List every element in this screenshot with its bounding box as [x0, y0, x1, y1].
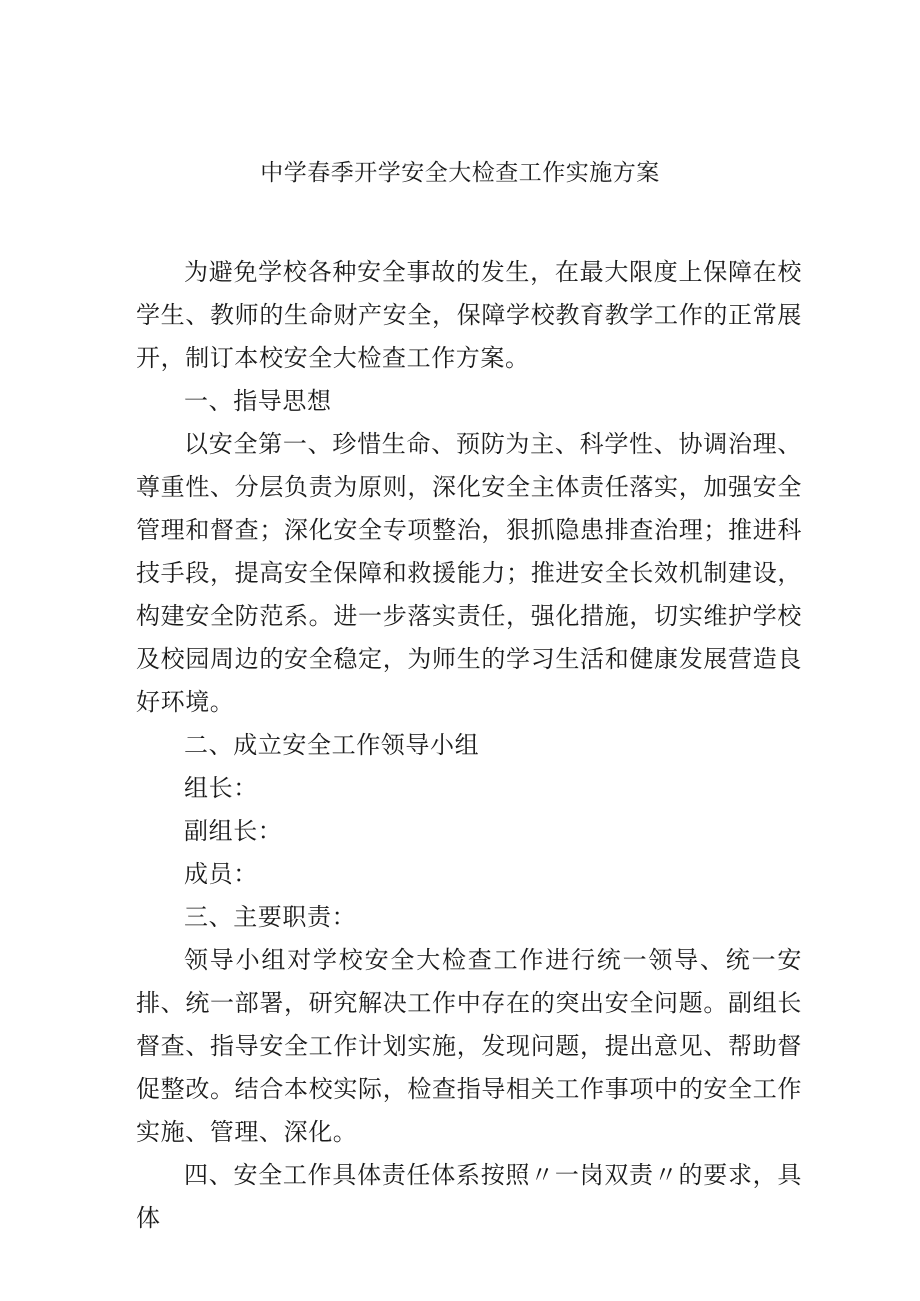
intro-paragraph: 为避免学校各种安全事故的发生，在最大限度上保障在校学生、教师的生命财产安全，保障学校教育教学工作的正常展开，制订本校安全大检查工作方案。	[136, 258, 802, 372]
deputy-leader-field: 副组长：	[184, 817, 283, 845]
section-2-heading: 二、成立安全工作领导小组	[184, 731, 480, 759]
section-1-heading: 一、指导思想	[184, 387, 332, 415]
document-body	[136, 251, 802, 1240]
members-field: 成员：	[184, 860, 258, 888]
section-1-paragraph: 以安全第一、珍惜生命、预防为主、科学性、协调治理、尊重性、分层负责为原则，深化安全主体责任落实，加强安全管理和督查；深化安全专项整治，狠抓隐患排查治理；推进科技手段，提高安全保障和救援能力；推进安全长效机制建设，构建安全防范系。进一步落实责任，强化措施，切实维护学校及校园周边的安全稳定，为师生的学习生活和健康发展营造良好环境。	[136, 430, 802, 716]
leader-field: 组长：	[184, 774, 258, 802]
section-3-heading: 三、主要职责：	[184, 903, 357, 931]
section-4-paragraph: 四、安全工作具体责任体系按照〃一岗双责〃的要求，具体	[136, 1161, 802, 1232]
document-title: 中学春季开学安全大检查工作实施方案	[260, 160, 660, 186]
section-3-paragraph: 领导小组对学校安全大检查工作进行统一领导、统一安排、统一部署，研究解决工作中存在的突出安全问题。副组长督查、指导安全工作计划实施，发现问题，提出意见、帮助督促整改。结合本校实际，检查指导相关工作事项中的安全工作实施、管理、深化。	[136, 946, 802, 1146]
